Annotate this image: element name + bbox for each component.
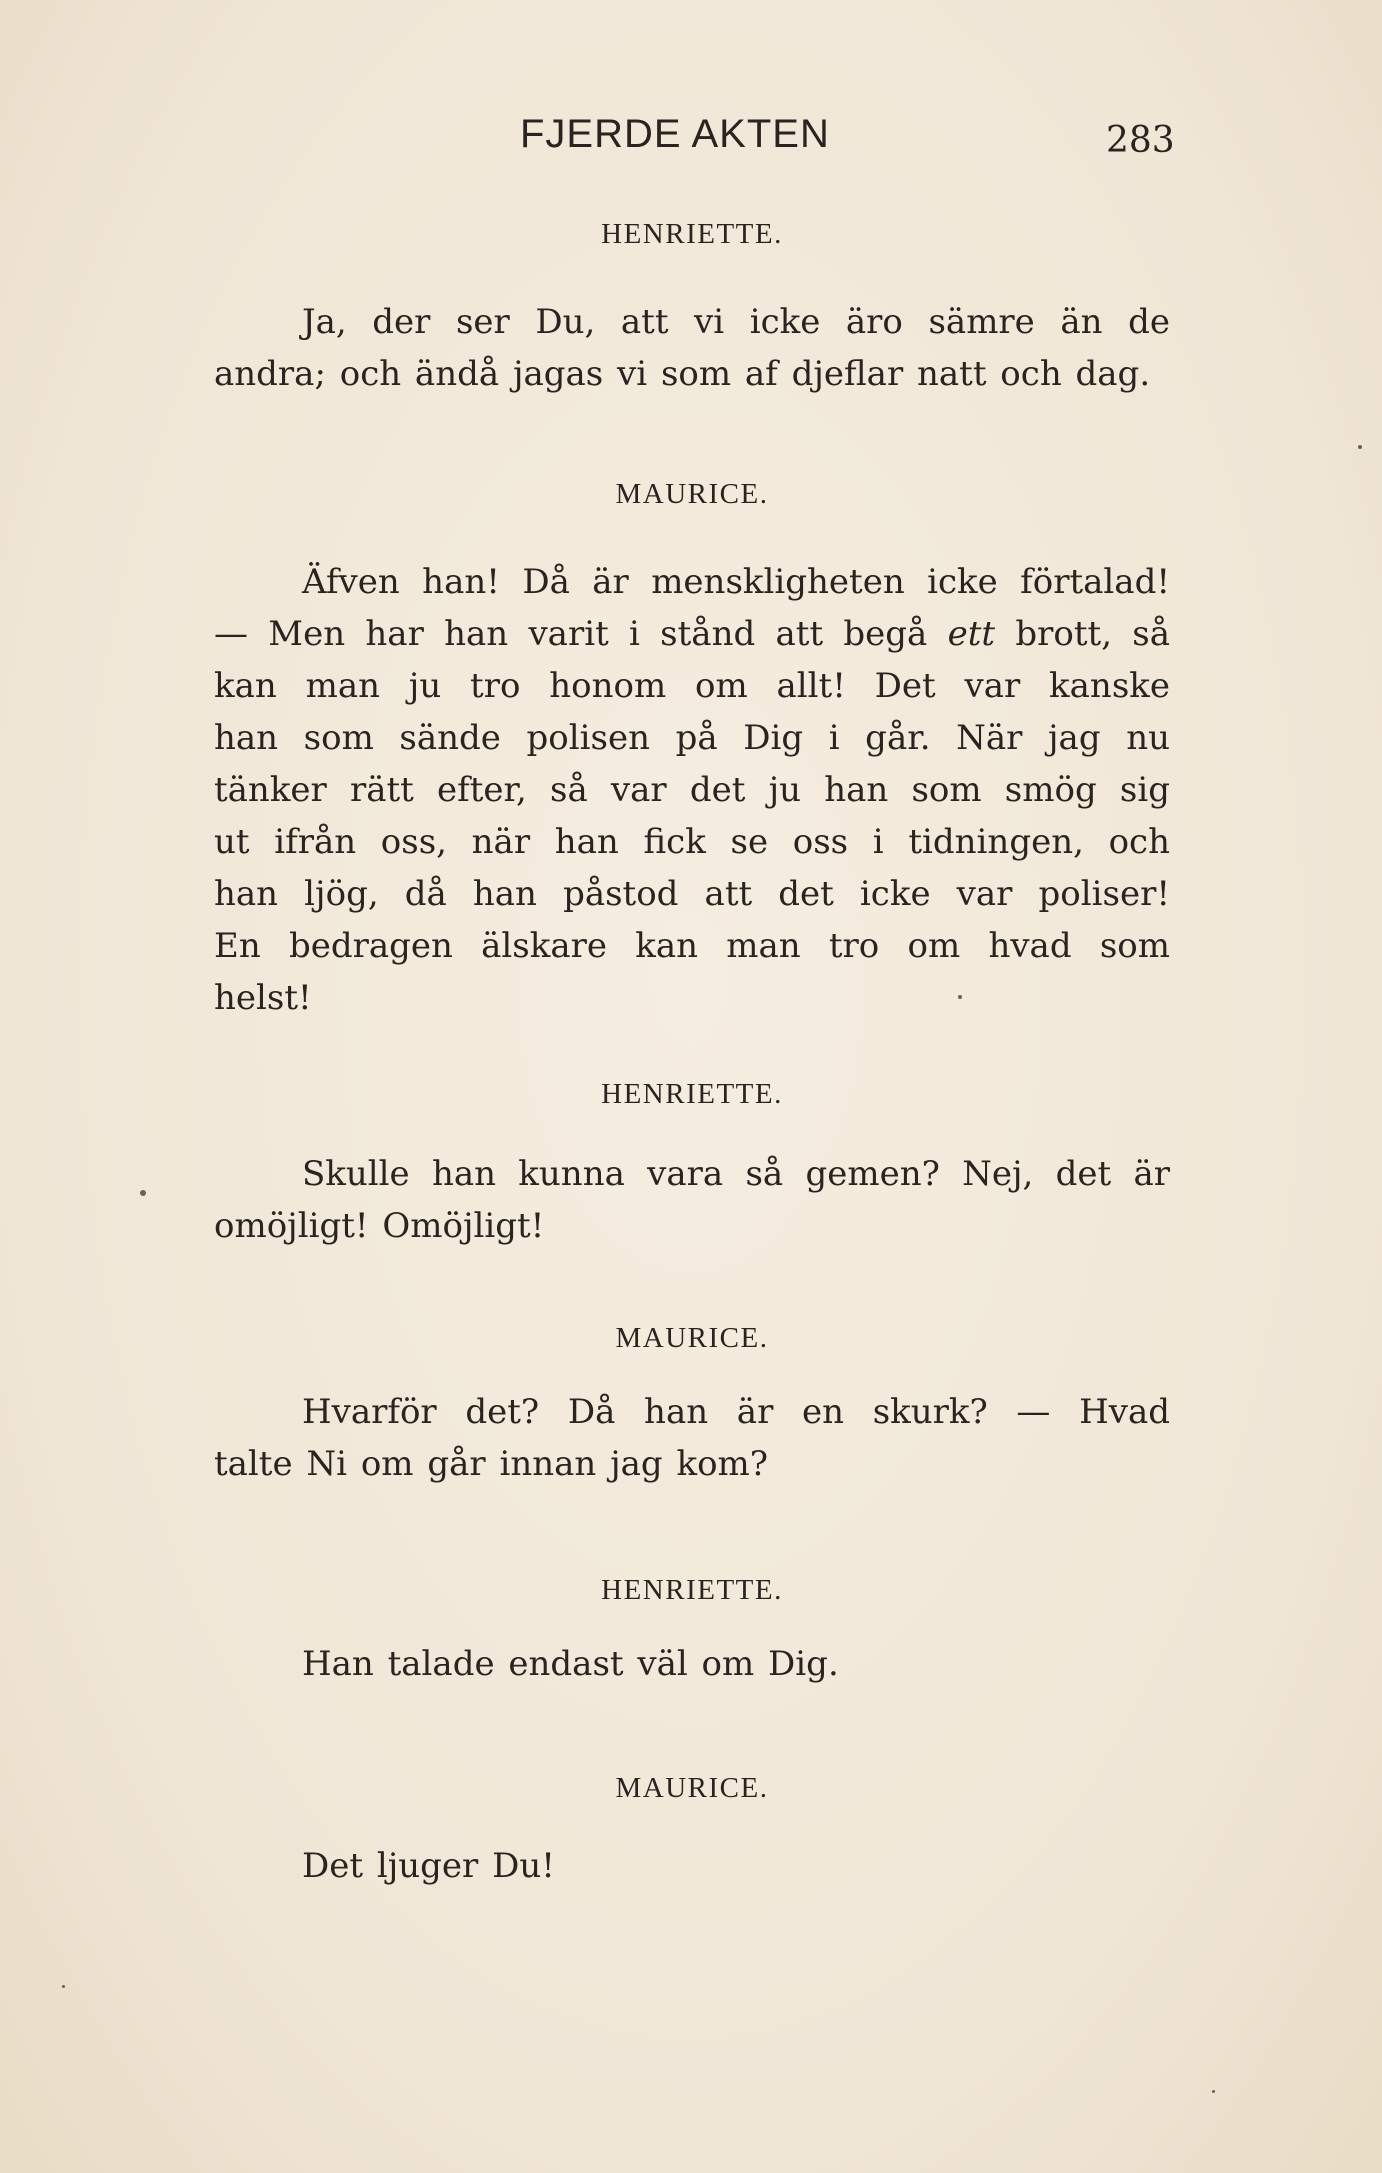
speech-line: Hvarför det? Då han är en skurk? — Hvad [302,1392,1170,1432]
speech-block-5 [214,1638,1170,1690]
speech-line: Ja, der ser Du, att vi icke äro sämre än de [302,302,1170,342]
speaker-name: MAURICE. [615,1322,769,1354]
speech-text [214,296,1170,400]
scan-speck [1358,445,1362,449]
speech-line: talte Ni om går innan jag kom? [214,1444,769,1484]
speech-line: Det ljuger Du! [302,1846,555,1886]
speech-line: helst! [214,978,312,1018]
speech-block-6 [214,1840,1170,1892]
scan-speck [62,1985,65,1988]
speaker-name: MAURICE. [615,478,769,510]
speech-text [214,1148,1170,1252]
speech-block-2 [214,556,1170,1024]
speech-line: tänker rätt efter, så var det ju han som smög sig [214,770,1170,810]
speech-text [214,1386,1170,1490]
speech-line: kan man ju tro honom om allt! Det var kanske [214,666,1170,706]
speaker-name: HENRIETTE. [601,1574,783,1606]
speaker-name: HENRIETTE. [601,218,783,250]
dialogue-block-2 [214,478,1170,511]
speech-line: omöjligt! Omöjligt! [214,1206,545,1246]
emphasis-word: ett [947,614,996,654]
scan-speck [140,1190,146,1196]
scan-speck [958,995,962,999]
page-number: 283 [1106,120,1175,161]
running-head: FJERDE AKTEN [520,112,830,156]
speech-line: han ljög, då han påstod att det icke var poliser! [214,874,1170,914]
speech-line: ut ifrån oss, när han fick se oss i tidningen, och [214,822,1170,862]
speech-line: Äfven han! Då är menskligheten icke förtalad! [302,562,1170,602]
speech-block-3 [214,1148,1170,1252]
speech-line: — Men har han varit i stånd att begå ett brott, så [214,614,1171,654]
speech-text [214,1840,1170,1892]
speech-line: andra; och ändå jagas vi som af djeflar natt och dag. [214,354,1151,394]
speaker-name: MAURICE. [615,1772,769,1804]
speech-text [214,1638,1170,1690]
dialogue-block-5 [214,1574,1170,1607]
dialogue-block-3 [214,1078,1170,1111]
speech-block-1 [214,296,1170,400]
speech-line: Skulle han kunna vara så gemen? Nej, det är [302,1154,1170,1194]
speaker-name: HENRIETTE. [601,1078,783,1110]
speech-line: En bedragen älskare kan man tro om hvad som [214,926,1170,966]
dialogue-block-4 [214,1322,1170,1355]
scan-speck [1212,2090,1215,2093]
dialogue-block-6 [214,1772,1170,1805]
speech-line: Han talade endast väl om Dig. [302,1644,839,1684]
speech-text [214,556,1170,1024]
speech-block-4 [214,1386,1170,1490]
dialogue-block-1 [214,218,1170,251]
speech-line: han som sände polisen på Dig i går. När jag nu [214,718,1170,758]
